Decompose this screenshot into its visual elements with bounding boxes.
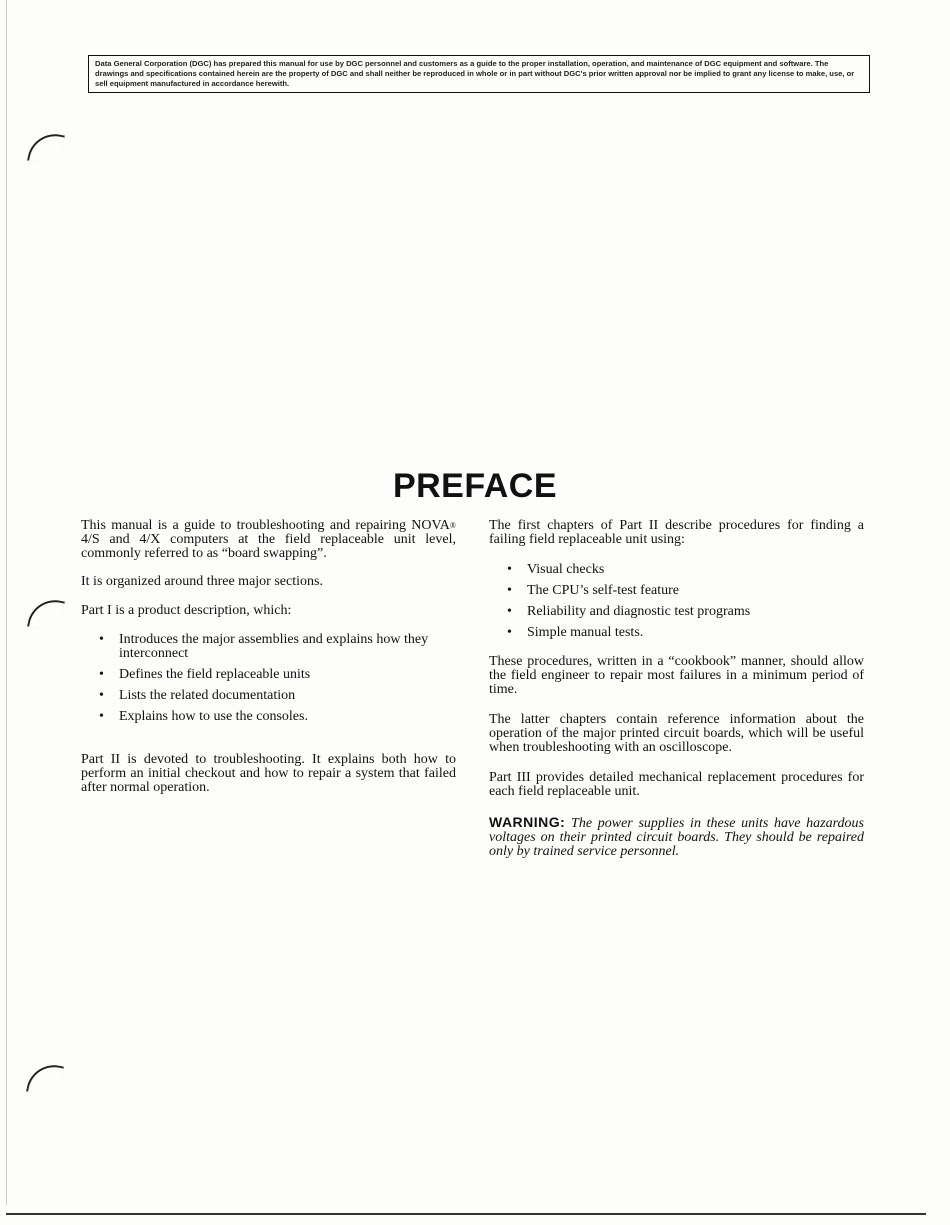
part1-paragraph: Part I is a product description, which:	[81, 603, 292, 618]
intro-paragraph: This manual is a guide to troubleshooting and repairing NOVA® 4/S and 4/X computers at the field replaceable unit level, commonly referred to as “board swapping”.	[81, 518, 456, 561]
warning-paragraph	[489, 815, 864, 859]
part1-list	[81, 633, 456, 724]
list-item: • Visual checks	[489, 563, 864, 577]
list-item: • Reliability and diagnostic test programs	[489, 605, 864, 619]
list-item: • Lists the related documentation	[81, 689, 456, 703]
warning-label: WARNING:	[489, 814, 566, 830]
organized-paragraph: It is organized around three major sections.	[81, 574, 323, 589]
procedures-paragraph: These procedures, written in a “cookbook” manner, should allow the field engineer to repair most failures in a minimum period of time.	[489, 654, 864, 697]
page-left-edge	[6, 0, 7, 1205]
binder-hole-mark	[27, 129, 65, 167]
proprietary-notice: Data General Corporation (DGC) has prepared this manual for use by DGC personnel and customers as a guide to the proper installation, operation, and maintenance of DGC equipment and software. The drawings and specifications contained herein are the property of DGC and shall neither be reproduced in whole or in part without DGC's prior written approval nor be implied to grant any license to make, use, or sell equipment manufactured in accordance herewith.	[88, 55, 870, 93]
part3-paragraph: Part III provides detailed mechanical replacement procedures for each field replaceable unit.	[489, 770, 864, 799]
list-item: • The CPU’s self-test feature	[489, 584, 864, 598]
first-chapters-paragraph: The first chapters of Part II describe procedures for finding a failing field replaceable unit using:	[489, 518, 864, 547]
page-bottom-edge	[6, 1213, 926, 1215]
registered-mark: ®	[449, 521, 456, 530]
binder-hole-mark	[27, 595, 65, 633]
list-item: • Explains how to use the consoles.	[81, 710, 456, 724]
procedures-list	[489, 563, 864, 640]
list-item: • Introduces the major assemblies and explains how they interconnect	[81, 633, 456, 661]
list-item: • Defines the field replaceable units	[81, 668, 456, 682]
part2-paragraph: Part II is devoted to troubleshooting. It explains both how to perform an initial checkout and how to repair a system that failed after normal operation.	[81, 752, 456, 795]
latter-chapters-paragraph: The latter chapters contain reference information about the operation of the major printed circuit boards, which will be useful when troubleshooting with an oscilloscope.	[489, 712, 864, 755]
left-column	[81, 519, 456, 795]
list-item: • Simple manual tests.	[489, 626, 864, 640]
binder-hole-mark	[26, 1060, 64, 1098]
page-title: PREFACE	[392, 467, 558, 505]
right-column	[489, 519, 864, 859]
warning-text: The power supplies in these units have hazardous voltages on their printed circuit boards. They should be repaired only by trained service personnel.	[489, 816, 865, 859]
